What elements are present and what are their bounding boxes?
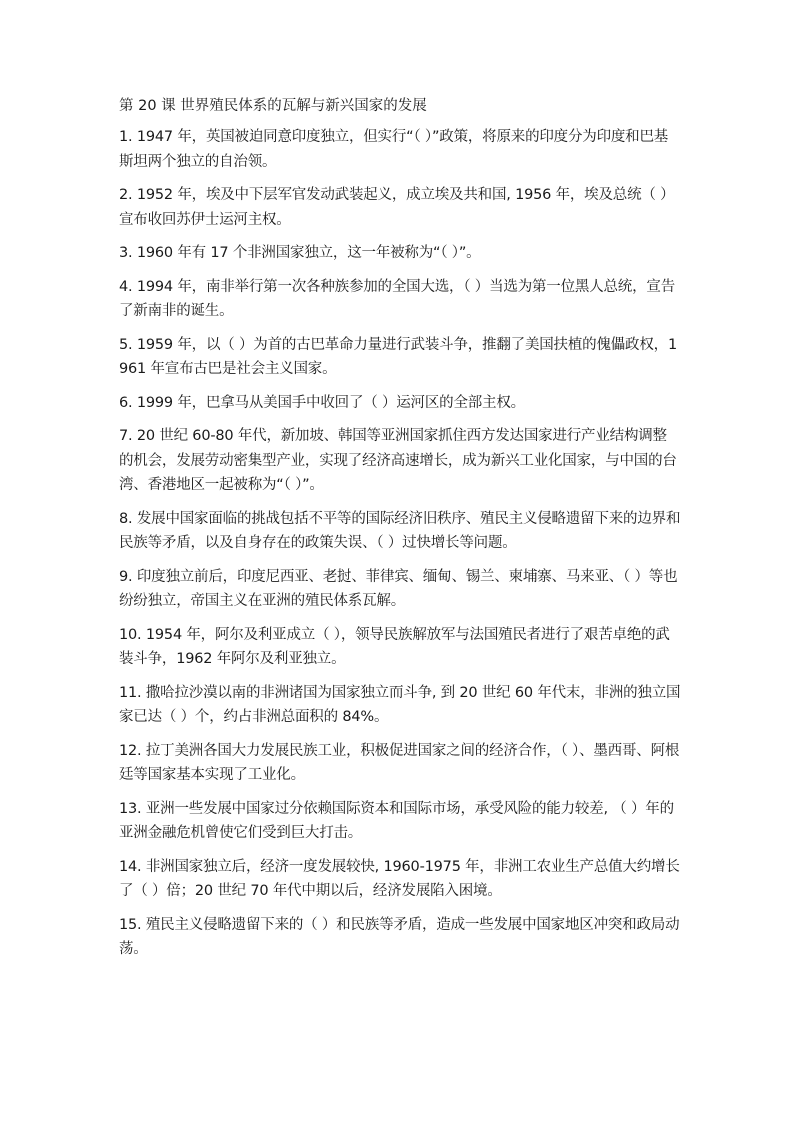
question-4: 4. 1994 年，南非举行第一次各种族参加的全国大选，（ ）当选为第一位黑人总统，宣告了新南非的诞生。 [119,278,676,319]
question-5: 5. 1959 年，以（ ）为首的古巴革命力量进行武装斗争，推翻了美国扶植的傀儡政权，1961 年宣布古巴是社会主义国家。 [119,336,677,377]
question-8: 8. 发展中国家面临的挑战包括不平等的国际经济旧秩序、殖民主义侵略遗留下来的边界和民族等矛盾，以及自身存在的政策失误、（ ）过快增长等问题。 [119,510,681,551]
question-6: 6. 1999 年，巴拿马从美国手中收回了（ ）运河区的全部主权。 [119,394,525,411]
question-11: 11. 撒哈拉沙漠以南的非洲诸国为国家独立而斗争, 到 20 世纪 60 年代末，非洲的独立国家已达（ ）个，约占非洲总面积的 84%。 [119,684,681,725]
question-7: 7. 20 世纪 60-80 年代，新加坡、韩国等亚洲国家抓住西方发达国家进行产业结构调整的机会，发展劳动密集型产业，实现了经济高速增长，成为新兴工业化国家，与中国的台湾、香港地区一起被称为“（ ）”。 [119,428,677,493]
question-15: 15. 殖民主义侵略遗留下来的（ ）和民族等矛盾，造成一些发展中国家地区冲突和政局动荡。 [119,916,680,957]
document-page [119,94,681,971]
question-3: 3. 1960 年有 17 个非洲国家独立，这一年被称为“（ ）”。 [119,245,481,261]
question-14: 14. 非洲国家独立后，经济一度发展较快, 1960-1975 年，非洲工农业生产总值大约增长了（ ）倍；20 世纪 70 年代中期以后，经济发展陷入困境。 [119,858,680,899]
question-2: 2. 1952 年，埃及中下层军官发动武装起义，成立埃及共和国, 1956 年，埃及总统（ ）宣布收回苏伊士运河主权。 [119,187,675,228]
question-12: 12. 拉丁美洲各国大力发展民族工业，积极促进国家之间的经济合作，（ ）、墨西哥、阿根廷等国家基本实现了工业化。 [119,742,680,783]
question-1: 1. 1947 年，英国被迫同意印度独立，但实行“（ ）”政策，将原来的印度分为印度和巴基斯坦两个独立的自治领。 [119,129,669,170]
question-10: 10. 1954 年，阿尔及利亚成立（ ），领导民族解放军与法国殖民者进行了艰苦卓绝的武装斗争，1962 年阿尔及利亚独立。 [119,626,670,667]
question-9: 9. 印度独立前后，印度尼西亚、老挝、菲律宾、缅甸、锡兰、柬埔寨、马来亚、（ ）等也纷纷独立，帝国主义在亚洲的殖民体系瓦解。 [119,568,678,609]
question-13: 13. 亚洲一些发展中国家过分依赖国际资本和国际市场，承受风险的能力较差, （ ）年的亚洲金融危机曾使它们受到巨大打击。 [119,800,674,841]
lesson-title: 第 20 课 世界殖民体系的瓦解与新兴国家的发展 [119,98,427,114]
